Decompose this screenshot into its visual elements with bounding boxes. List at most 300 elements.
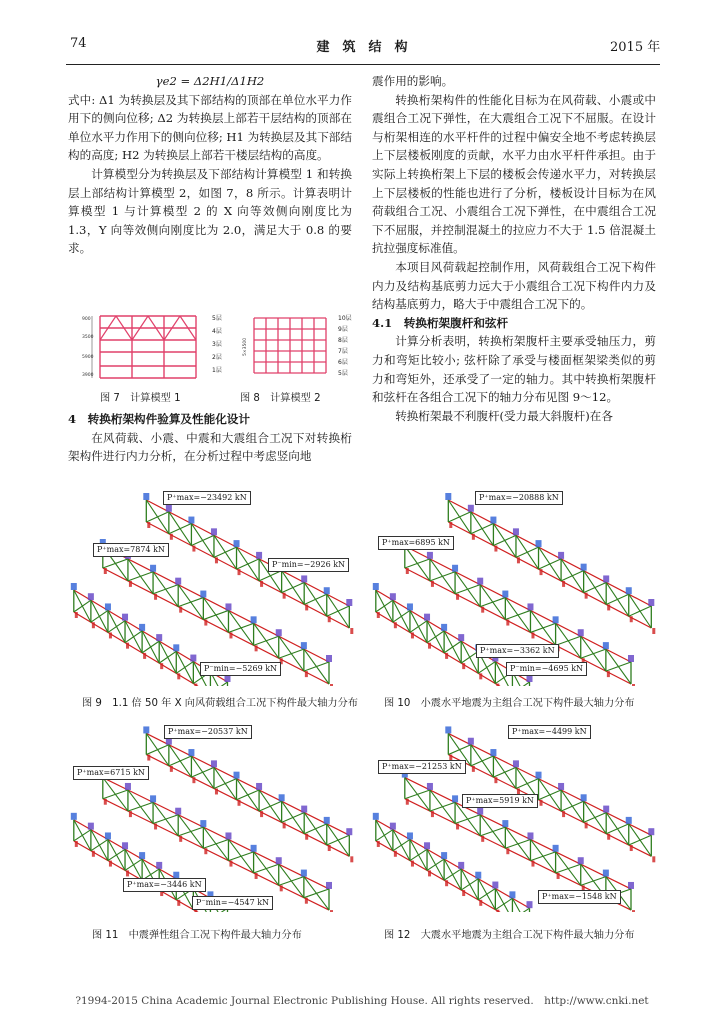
axial-force-bar	[92, 851, 95, 857]
web-diagonal	[203, 827, 228, 860]
fig11-label-2: P⁺max=6715 kN	[73, 766, 149, 780]
axial-force-bar	[229, 632, 232, 638]
axial-force-bar	[276, 857, 282, 864]
axial-force-bar	[449, 522, 452, 528]
left-column-top	[68, 72, 352, 258]
floor-label: 3层	[212, 341, 222, 348]
axial-force-bar	[283, 822, 286, 828]
axial-force-bar	[215, 557, 218, 563]
fig11-label-1: P⁺max=−20537 kN	[164, 725, 252, 739]
axial-force-bar	[445, 653, 448, 659]
axial-force-bar	[428, 870, 431, 876]
frame-model-1-drawing	[80, 312, 210, 380]
axial-force-bar	[92, 622, 95, 628]
axial-force-bar	[129, 811, 132, 817]
axial-force-bar	[458, 862, 464, 869]
axial-force-bar	[238, 569, 241, 575]
axial-force-bar	[540, 800, 543, 806]
axial-force-bar	[445, 493, 451, 500]
axial-force-bar	[472, 766, 475, 772]
axial-force-bar	[173, 644, 179, 651]
chord-top	[376, 820, 530, 908]
paragraph-definitions: 式中: Δ1 为转换层及其下部结构的顶部在单位水平力作用下的侧向位移; Δ2 为转换层上部若干层结构的顶部在单位水平力作用下的侧向位移; H1 为转换层及其下部结构的高度; H2 为转换层上部若干楼层结构的高度。	[68, 92, 352, 163]
axial-force-bar	[255, 645, 258, 651]
fig9-label-4: P⁻min=−5269 kN	[200, 662, 281, 676]
axial-force-bar	[305, 671, 308, 677]
axial-force-bar	[558, 783, 564, 790]
web-diagonal	[405, 778, 430, 811]
axial-force-bar	[225, 832, 231, 839]
axial-force-bar	[632, 910, 635, 912]
figure-11-caption: 图 11 中震弹性组合工况下构件最大轴力分布	[92, 930, 302, 941]
axial-force-bar	[527, 603, 533, 610]
web-diagonal	[169, 745, 192, 777]
axial-force-bar	[648, 828, 654, 835]
floor-label: 10层	[338, 315, 352, 322]
axial-force-bar	[350, 856, 353, 862]
floor-label: 1层	[212, 367, 222, 374]
chord-bottom	[146, 755, 349, 857]
axial-force-bar	[496, 684, 499, 686]
axial-force-bar	[603, 642, 609, 649]
web-diagonal	[505, 827, 530, 860]
axial-force-bar	[517, 557, 520, 563]
axial-force-bar	[424, 842, 430, 849]
dimension-label: 5×3500	[243, 337, 248, 356]
chord-top	[448, 733, 651, 835]
web-diagonal	[606, 649, 631, 684]
axial-force-bar	[603, 806, 609, 813]
axial-force-bar	[509, 891, 515, 898]
axial-force-bar	[177, 673, 180, 679]
web-diagonal	[304, 649, 329, 684]
axial-force-bar	[139, 852, 145, 859]
web-diagonal	[561, 790, 584, 822]
web-diagonal	[103, 778, 128, 811]
axial-force-bar	[179, 836, 182, 842]
web-diagonal	[214, 767, 237, 799]
fig10-label-3: P⁺max=−3362 kN	[476, 644, 559, 658]
axial-force-bar	[428, 643, 431, 649]
axial-force-bar	[445, 880, 448, 886]
fig12-label-4: P⁺max=−1548 kN	[538, 890, 621, 904]
axial-force-bar	[540, 569, 543, 575]
web-diagonal	[530, 839, 555, 872]
axial-force-bar	[445, 726, 451, 733]
axial-force-bar	[581, 564, 587, 571]
axial-force-bar	[238, 800, 241, 806]
axial-force-bar	[328, 845, 331, 851]
axial-force-bar	[628, 882, 634, 889]
axial-force-bar	[147, 755, 150, 761]
axial-force-bar	[468, 738, 474, 745]
axial-force-bar	[494, 546, 497, 552]
axial-force-bar	[188, 517, 194, 524]
right-column	[372, 72, 656, 425]
figure-10-caption: 图 10 小震水平地震为主组合工况下构件最大轴力分布	[384, 698, 635, 709]
axial-force-bar	[346, 599, 352, 606]
journal-year: 2015 年	[610, 40, 661, 55]
axial-force-bar	[122, 842, 128, 849]
web-diagonal	[556, 623, 581, 658]
paragraph-worst-web: 转换桁架最不利腹杆(受力最大斜腹杆)在各	[395, 408, 613, 423]
axial-force-bar	[527, 675, 533, 682]
axial-force-bar	[557, 873, 560, 879]
web-diagonal	[210, 682, 227, 686]
axial-force-bar	[75, 612, 78, 618]
axial-force-bar	[170, 766, 173, 772]
axial-force-bar	[468, 505, 474, 512]
axial-force-bar	[256, 783, 262, 790]
axial-force-bar	[502, 820, 508, 827]
web-diagonal	[279, 864, 304, 897]
axial-force-bar	[211, 528, 217, 535]
chord-top	[448, 500, 651, 606]
axial-force-bar	[607, 671, 610, 677]
axial-force-bar	[330, 910, 333, 912]
axial-force-bar	[452, 565, 458, 572]
fig12-label-3: P⁺max=5919 kN	[462, 794, 538, 808]
axial-force-bar	[496, 910, 499, 912]
left-column-section4	[68, 410, 352, 466]
chord-bottom	[146, 522, 349, 628]
axial-force-bar	[648, 599, 654, 606]
axial-force-bar	[194, 684, 197, 686]
figure-10-truss-axial-force	[370, 486, 660, 686]
figure-12-truss-axial-force	[370, 720, 660, 912]
axial-force-bar	[260, 581, 263, 587]
web-diagonal	[237, 547, 260, 581]
floor-label: 6层	[338, 359, 348, 366]
figure-11-truss-axial-force	[68, 720, 358, 912]
journal-title: 建 筑 结 构	[316, 40, 408, 55]
axial-force-bar	[394, 851, 397, 857]
axial-force-bar	[147, 522, 150, 528]
truss-drawing-9	[68, 486, 358, 686]
floor-label: 5层	[338, 370, 348, 377]
axial-force-bar	[441, 852, 447, 859]
page-number: 74	[70, 36, 87, 51]
axial-force-bar	[160, 663, 163, 669]
axial-force-bar	[531, 861, 534, 867]
chord-top	[146, 733, 349, 835]
copyright-footer: ?1994-2015 China Academic Journal Electronic Publishing House. All rights reserved. http://www.cnki.net	[75, 995, 649, 1007]
axial-force-bar	[200, 591, 206, 598]
section-4-heading: 4 转换桁架构件验算及性能化设计	[68, 412, 250, 426]
axial-force-bar	[407, 832, 413, 839]
axial-force-bar	[122, 614, 128, 621]
axial-force-bar	[350, 628, 353, 634]
fig9-label-3: P⁻min=−2926 kN	[268, 558, 349, 572]
web-diagonal	[259, 790, 282, 822]
figure-8-floor-labels	[338, 312, 354, 380]
fig12-label-1: P⁺max=−4499 kN	[508, 725, 591, 739]
web-diagonal	[516, 535, 539, 569]
axial-force-bar	[234, 772, 240, 779]
axial-force-bar	[490, 749, 496, 756]
floor-label: 8层	[338, 337, 348, 344]
axial-force-bar	[279, 794, 285, 801]
axial-force-bar	[562, 581, 565, 587]
floor-label: 5层	[212, 315, 222, 322]
web-diagonal	[512, 908, 529, 912]
dimension-label: 3900	[82, 373, 94, 378]
axial-force-bar	[406, 568, 409, 574]
axial-force-bar	[156, 634, 162, 641]
axial-force-bar	[88, 593, 94, 600]
web-diagonal	[128, 559, 153, 594]
axial-force-bar	[377, 612, 380, 618]
axial-force-bar	[603, 870, 609, 877]
chord-top	[74, 820, 228, 908]
axial-force-bar	[494, 777, 497, 783]
web-diagonal	[327, 594, 350, 628]
figure-7-caption: 图 7 计算模型 1	[100, 393, 181, 404]
web-diagonal	[203, 598, 228, 633]
chord-bottom	[103, 799, 329, 910]
web-diagonal	[254, 852, 279, 885]
axial-force-bar	[626, 587, 632, 594]
axial-force-bar	[558, 552, 564, 559]
paragraph-continued: 震作用的影响。	[372, 74, 454, 88]
paragraph-wind-control: 本项目风荷载起控制作用，风荷载组合工况下构件内力及结构基底剪力远大于小震组合工况下构件内力及结构基底剪力，略大于中震组合工况下的。	[372, 259, 656, 312]
web-diagonal	[471, 512, 494, 546]
axial-force-bar	[125, 783, 131, 790]
fig11-label-3: P⁺max=−3446 kN	[123, 878, 206, 892]
axial-force-bar	[305, 898, 308, 904]
axial-force-bar	[229, 861, 232, 867]
axial-force-bar	[225, 603, 231, 610]
axial-force-bar	[156, 862, 162, 869]
axial-force-bar	[105, 603, 111, 610]
axial-force-bar	[607, 834, 610, 840]
dimension-label: 900	[82, 317, 91, 322]
axial-force-bar	[452, 795, 458, 802]
axial-force-bar	[301, 806, 307, 813]
axial-force-bar	[234, 540, 240, 547]
axial-force-bar	[479, 673, 482, 679]
axial-force-bar	[458, 634, 464, 641]
axial-force-bar	[390, 593, 396, 600]
axial-force-bar	[456, 823, 459, 829]
header-rule	[66, 64, 660, 65]
axial-force-bar	[562, 811, 565, 817]
web-diagonal	[629, 824, 652, 856]
web-diagonal	[512, 682, 529, 686]
fig10-label-1: P⁺max=−20888 kN	[475, 491, 563, 505]
axial-force-bar	[490, 517, 496, 524]
axial-force-bar	[632, 684, 635, 686]
axial-force-bar	[479, 900, 482, 906]
axial-force-bar	[283, 593, 286, 599]
axial-force-bar	[175, 578, 181, 585]
axial-force-bar	[305, 604, 308, 610]
axial-force-bar	[139, 624, 145, 631]
axial-force-bar	[346, 828, 352, 835]
truss-drawing-12	[370, 720, 660, 912]
web-diagonal	[146, 500, 169, 534]
axial-force-bar	[431, 581, 434, 587]
axial-force-bar	[104, 799, 107, 805]
axial-force-bar	[255, 873, 258, 879]
axial-force-bar	[88, 823, 94, 830]
web-diagonal	[178, 585, 203, 620]
web-diagonal	[584, 571, 607, 605]
axial-force-bar	[427, 783, 433, 790]
axial-force-bar	[215, 788, 218, 794]
web-diagonal	[629, 594, 652, 628]
axial-force-bar	[105, 832, 111, 839]
axial-force-bar	[225, 675, 231, 682]
web-diagonal	[228, 839, 253, 872]
axial-force-bar	[150, 565, 156, 572]
axial-force-bar	[190, 655, 196, 662]
axial-force-bar	[204, 620, 207, 626]
axial-force-bar	[481, 836, 484, 842]
axial-force-bar	[652, 628, 655, 634]
web-diagonal	[153, 802, 178, 835]
paragraph-web-chord: 计算分析表明，转换桁架腹杆主要承受轴压力，剪力和弯矩比较小; 弦杆除了承受与楼面框架梁类似的剪力和弯矩外，还承受了一定的轴力。其中转换桁架腹杆和弦杆在各组合工况下的轴力分布见图 9～12。	[372, 334, 656, 405]
web-diagonal	[606, 813, 629, 845]
axial-force-bar	[200, 820, 206, 827]
web-diagonal	[304, 813, 327, 845]
axial-force-bar	[513, 528, 519, 535]
axial-force-bar	[407, 603, 413, 610]
paragraph-performance: 转换桁架构件的性能化目标为在风荷载、小震或中震组合工况下弹性，在大震组合工况下不屈服。在设计与桁架相连的水平杆件的过程中偏安全地不考虑转换层上下层楼板刚度的贡献，水平力由水平杆件承担。由于实际上转换桁架上下层的楼板会传递水平力，对转换层上下层楼板的性能也进行了分析，楼板设计目标为在风荷载组合工况、小震组合工况下弹性，在中震组合工况下不屈服，并控制混凝土的拉应力不大于 1.5 倍混凝土抗拉强度标准值。	[372, 92, 656, 256]
axial-force-bar	[462, 890, 465, 896]
axial-force-bar	[628, 655, 634, 662]
axial-force-bar	[280, 885, 283, 891]
axial-force-bar	[301, 642, 307, 649]
floor-label: 9层	[338, 326, 348, 333]
floor-label: 4层	[212, 328, 222, 335]
axial-force-bar	[192, 546, 195, 552]
axial-force-bar	[652, 856, 655, 862]
axial-force-bar	[211, 760, 217, 767]
web-diagonal	[530, 610, 555, 645]
axial-force-bar	[109, 861, 112, 867]
axial-force-bar	[553, 616, 559, 623]
web-diagonal	[169, 512, 192, 546]
axial-force-bar	[373, 583, 379, 590]
web-diagonal	[505, 598, 530, 633]
axial-force-bar	[431, 811, 434, 817]
web-diagonal	[561, 559, 584, 593]
web-diagonal	[584, 801, 607, 833]
web-diagonal	[430, 559, 455, 594]
web-diagonal	[480, 585, 505, 620]
axial-force-bar	[424, 614, 430, 621]
web-diagonal	[606, 582, 629, 616]
axial-force-bar	[256, 552, 262, 559]
axial-force-bar	[192, 777, 195, 783]
axial-force-bar	[513, 760, 519, 767]
axial-force-bar	[204, 848, 207, 854]
axial-force-bar	[301, 870, 307, 877]
axial-force-bar	[585, 593, 588, 599]
figure-8-frame-model-2	[240, 312, 336, 380]
web-diagonal	[493, 756, 516, 788]
fig12-label-2: P⁺max=−21253 kN	[378, 760, 466, 774]
axial-force-bar	[536, 540, 542, 547]
axial-force-bar	[441, 624, 447, 631]
axial-force-bar	[502, 591, 508, 598]
axial-force-bar	[527, 832, 533, 839]
fig10-label-4: P⁻min=−4695 kN	[506, 662, 587, 676]
web-diagonal	[128, 790, 153, 823]
axial-force-bar	[603, 575, 609, 582]
figure-9-caption: 图 9 1.1 倍 50 年 X 向风荷载组合工况下构件最大轴力分布	[82, 698, 358, 709]
web-diagonal	[214, 535, 237, 569]
axial-force-bar	[326, 655, 332, 662]
axial-force-bar	[260, 811, 263, 817]
axial-force-bar	[630, 616, 633, 622]
chord-bottom	[448, 522, 651, 628]
chord-top	[146, 500, 349, 606]
axial-force-bar	[578, 857, 584, 864]
axial-force-bar	[71, 813, 77, 820]
axial-force-bar	[481, 607, 484, 613]
figure-8-caption: 图 8 计算模型 2	[240, 393, 321, 404]
axial-force-bar	[492, 882, 498, 889]
axial-force-bar	[411, 861, 414, 867]
axial-force-bar	[585, 822, 588, 828]
axial-force-bar	[427, 552, 433, 559]
axial-force-bar	[71, 583, 77, 590]
axial-force-bar	[126, 643, 129, 649]
web-diagonal	[282, 571, 305, 605]
web-diagonal	[471, 745, 494, 777]
axial-force-bar	[477, 578, 483, 585]
floor-label: 7层	[338, 348, 348, 355]
web-diagonal	[448, 500, 471, 534]
web-diagonal	[493, 524, 516, 558]
web-diagonal	[480, 815, 505, 848]
axial-force-bar	[154, 594, 157, 600]
axial-force-bar	[326, 882, 332, 889]
fig11-label-4: P⁻min=−4547 kN	[192, 896, 273, 910]
axial-force-bar	[324, 817, 330, 824]
axial-force-bar	[143, 493, 149, 500]
axial-force-bar	[143, 726, 149, 733]
axial-force-bar	[170, 534, 173, 540]
axial-force-bar	[276, 629, 282, 636]
axial-force-bar	[188, 749, 194, 756]
axial-force-bar	[373, 813, 379, 820]
axial-force-bar	[305, 834, 308, 840]
dimension-label: 5900	[82, 355, 94, 360]
axial-force-bar	[175, 808, 181, 815]
axial-force-bar	[328, 616, 331, 622]
formula: γe2 = Δ2H1/Δ1H2	[155, 74, 265, 88]
axial-force-bar	[536, 772, 542, 779]
web-diagonal	[237, 779, 260, 811]
web-diagonal	[191, 756, 214, 788]
web-diagonal	[539, 779, 562, 811]
web-diagonal	[430, 790, 455, 823]
figure-12-caption: 图 12 大震水平地震为主组合工况下构件最大轴力分布	[384, 930, 635, 941]
axial-force-bar	[104, 568, 107, 574]
web-diagonal	[228, 610, 253, 645]
axial-force-bar	[377, 841, 380, 847]
web-diagonal	[153, 572, 178, 607]
axial-force-bar	[527, 901, 533, 908]
axial-force-bar	[626, 817, 632, 824]
axial-force-bar	[301, 575, 307, 582]
section-4-1-heading: 4.1 转换桁架腹杆和弦杆	[372, 315, 509, 330]
axial-force-bar	[531, 632, 534, 638]
axial-force-bar	[177, 900, 180, 906]
